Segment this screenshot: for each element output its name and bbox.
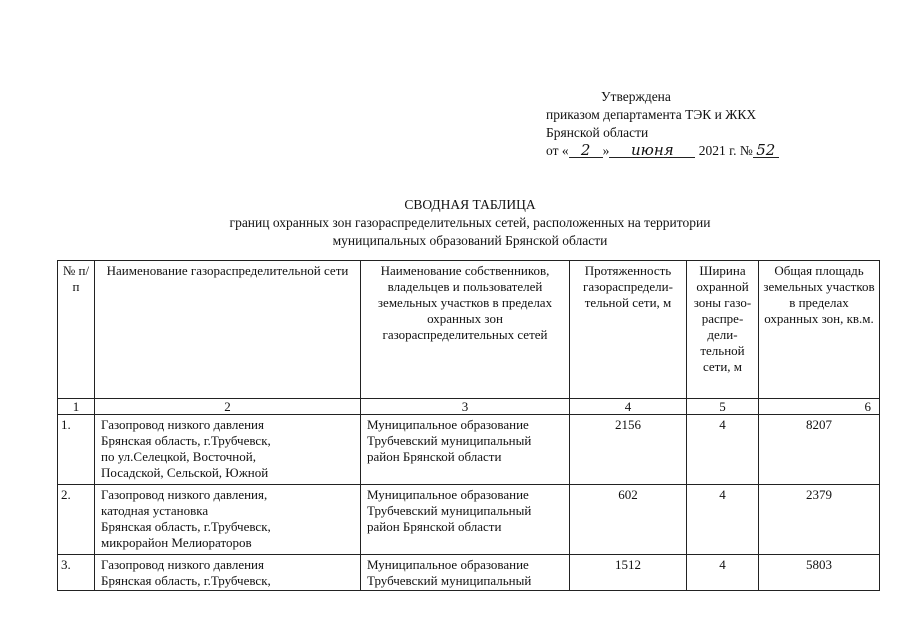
area-cell: 5803 — [759, 555, 880, 591]
date-month-handwritten: июня — [609, 144, 695, 158]
table-header-row — [58, 261, 880, 399]
document-title: СВОДНАЯ ТАБЛИЦА — [404, 197, 536, 212]
column-number: 6 — [759, 399, 880, 415]
order-number-label: № — [739, 143, 753, 158]
network-name-cell: Газопровод низкого давления Брянская область, г.Трубчевск, по ул.Селецкой, Восточной, Посадской, Сельской, Южной — [95, 415, 361, 485]
zone-width-cell: 4 — [687, 485, 759, 555]
approval-line-order: приказом департамента ТЭК и ЖКХ — [546, 107, 757, 122]
date-from-label: от « — [546, 143, 569, 158]
header-zone-width: Ширина охранной зоны газо-распре-дели-тельной сети, м — [687, 261, 759, 399]
length-cell: 1512 — [570, 555, 687, 591]
document-title-block — [150, 196, 790, 250]
area-cell: 2379 — [759, 485, 880, 555]
length-cell: 2156 — [570, 415, 687, 485]
header-length: Протяженность газораспредели-тельной сети, м — [570, 261, 687, 399]
row-number: 1. — [58, 415, 95, 485]
order-number-handwritten: 52 — [753, 144, 779, 158]
header-network-name: Наименование газораспределительной сети — [95, 261, 361, 399]
column-number: 4 — [570, 399, 687, 415]
row-number: 2. — [58, 485, 95, 555]
document-subtitle-line2: муниципальных образований Брянской области — [332, 233, 608, 248]
date-day-handwritten: 2 — [569, 144, 603, 158]
approval-line-region: Брянской области — [546, 125, 649, 140]
owner-cell: Муниципальное образование Трубчевский муниципальный — [361, 555, 570, 591]
header-row-number: № п/п — [58, 261, 95, 399]
date-quote-close: » — [602, 143, 610, 158]
network-name-cell: Газопровод низкого давления, катодная установка Брянская область, г.Трубчевск, микрорайон Мелиораторов — [95, 485, 361, 555]
header-owners: Наименование собственников, владельцев и пользователей земельных участков в пределах охранных зон газораспределительных сетей — [361, 261, 570, 399]
table-row — [58, 485, 880, 555]
table-row — [58, 415, 880, 485]
column-number: 3 — [361, 399, 570, 415]
table-row — [58, 555, 880, 591]
row-number: 3. — [58, 555, 95, 591]
network-name-cell: Газопровод низкого давления Брянская область, г.Трубчевск, — [95, 555, 361, 591]
summary-table — [57, 260, 880, 591]
approval-block — [546, 88, 779, 160]
column-number: 1 — [58, 399, 95, 415]
length-cell: 602 — [570, 485, 687, 555]
header-total-area: Общая площадь земельных участков в пределах охранных зон, кв.м. — [759, 261, 880, 399]
zone-width-cell: 4 — [687, 415, 759, 485]
column-number: 5 — [687, 399, 759, 415]
area-cell: 8207 — [759, 415, 880, 485]
owner-cell: Муниципальное образование Трубчевский муниципальный район Брянской области — [361, 415, 570, 485]
document-subtitle-line1: границ охранных зон газораспределительных сетей, расположенных на территории — [229, 215, 711, 230]
date-year: 2021 г. — [698, 143, 737, 158]
column-number-row — [58, 399, 880, 415]
approval-line-approved: Утверждена — [601, 89, 671, 104]
owner-cell: Муниципальное образование Трубчевский муниципальный район Брянской области — [361, 485, 570, 555]
zone-width-cell: 4 — [687, 555, 759, 591]
column-number: 2 — [95, 399, 361, 415]
approval-date-line — [546, 142, 779, 160]
